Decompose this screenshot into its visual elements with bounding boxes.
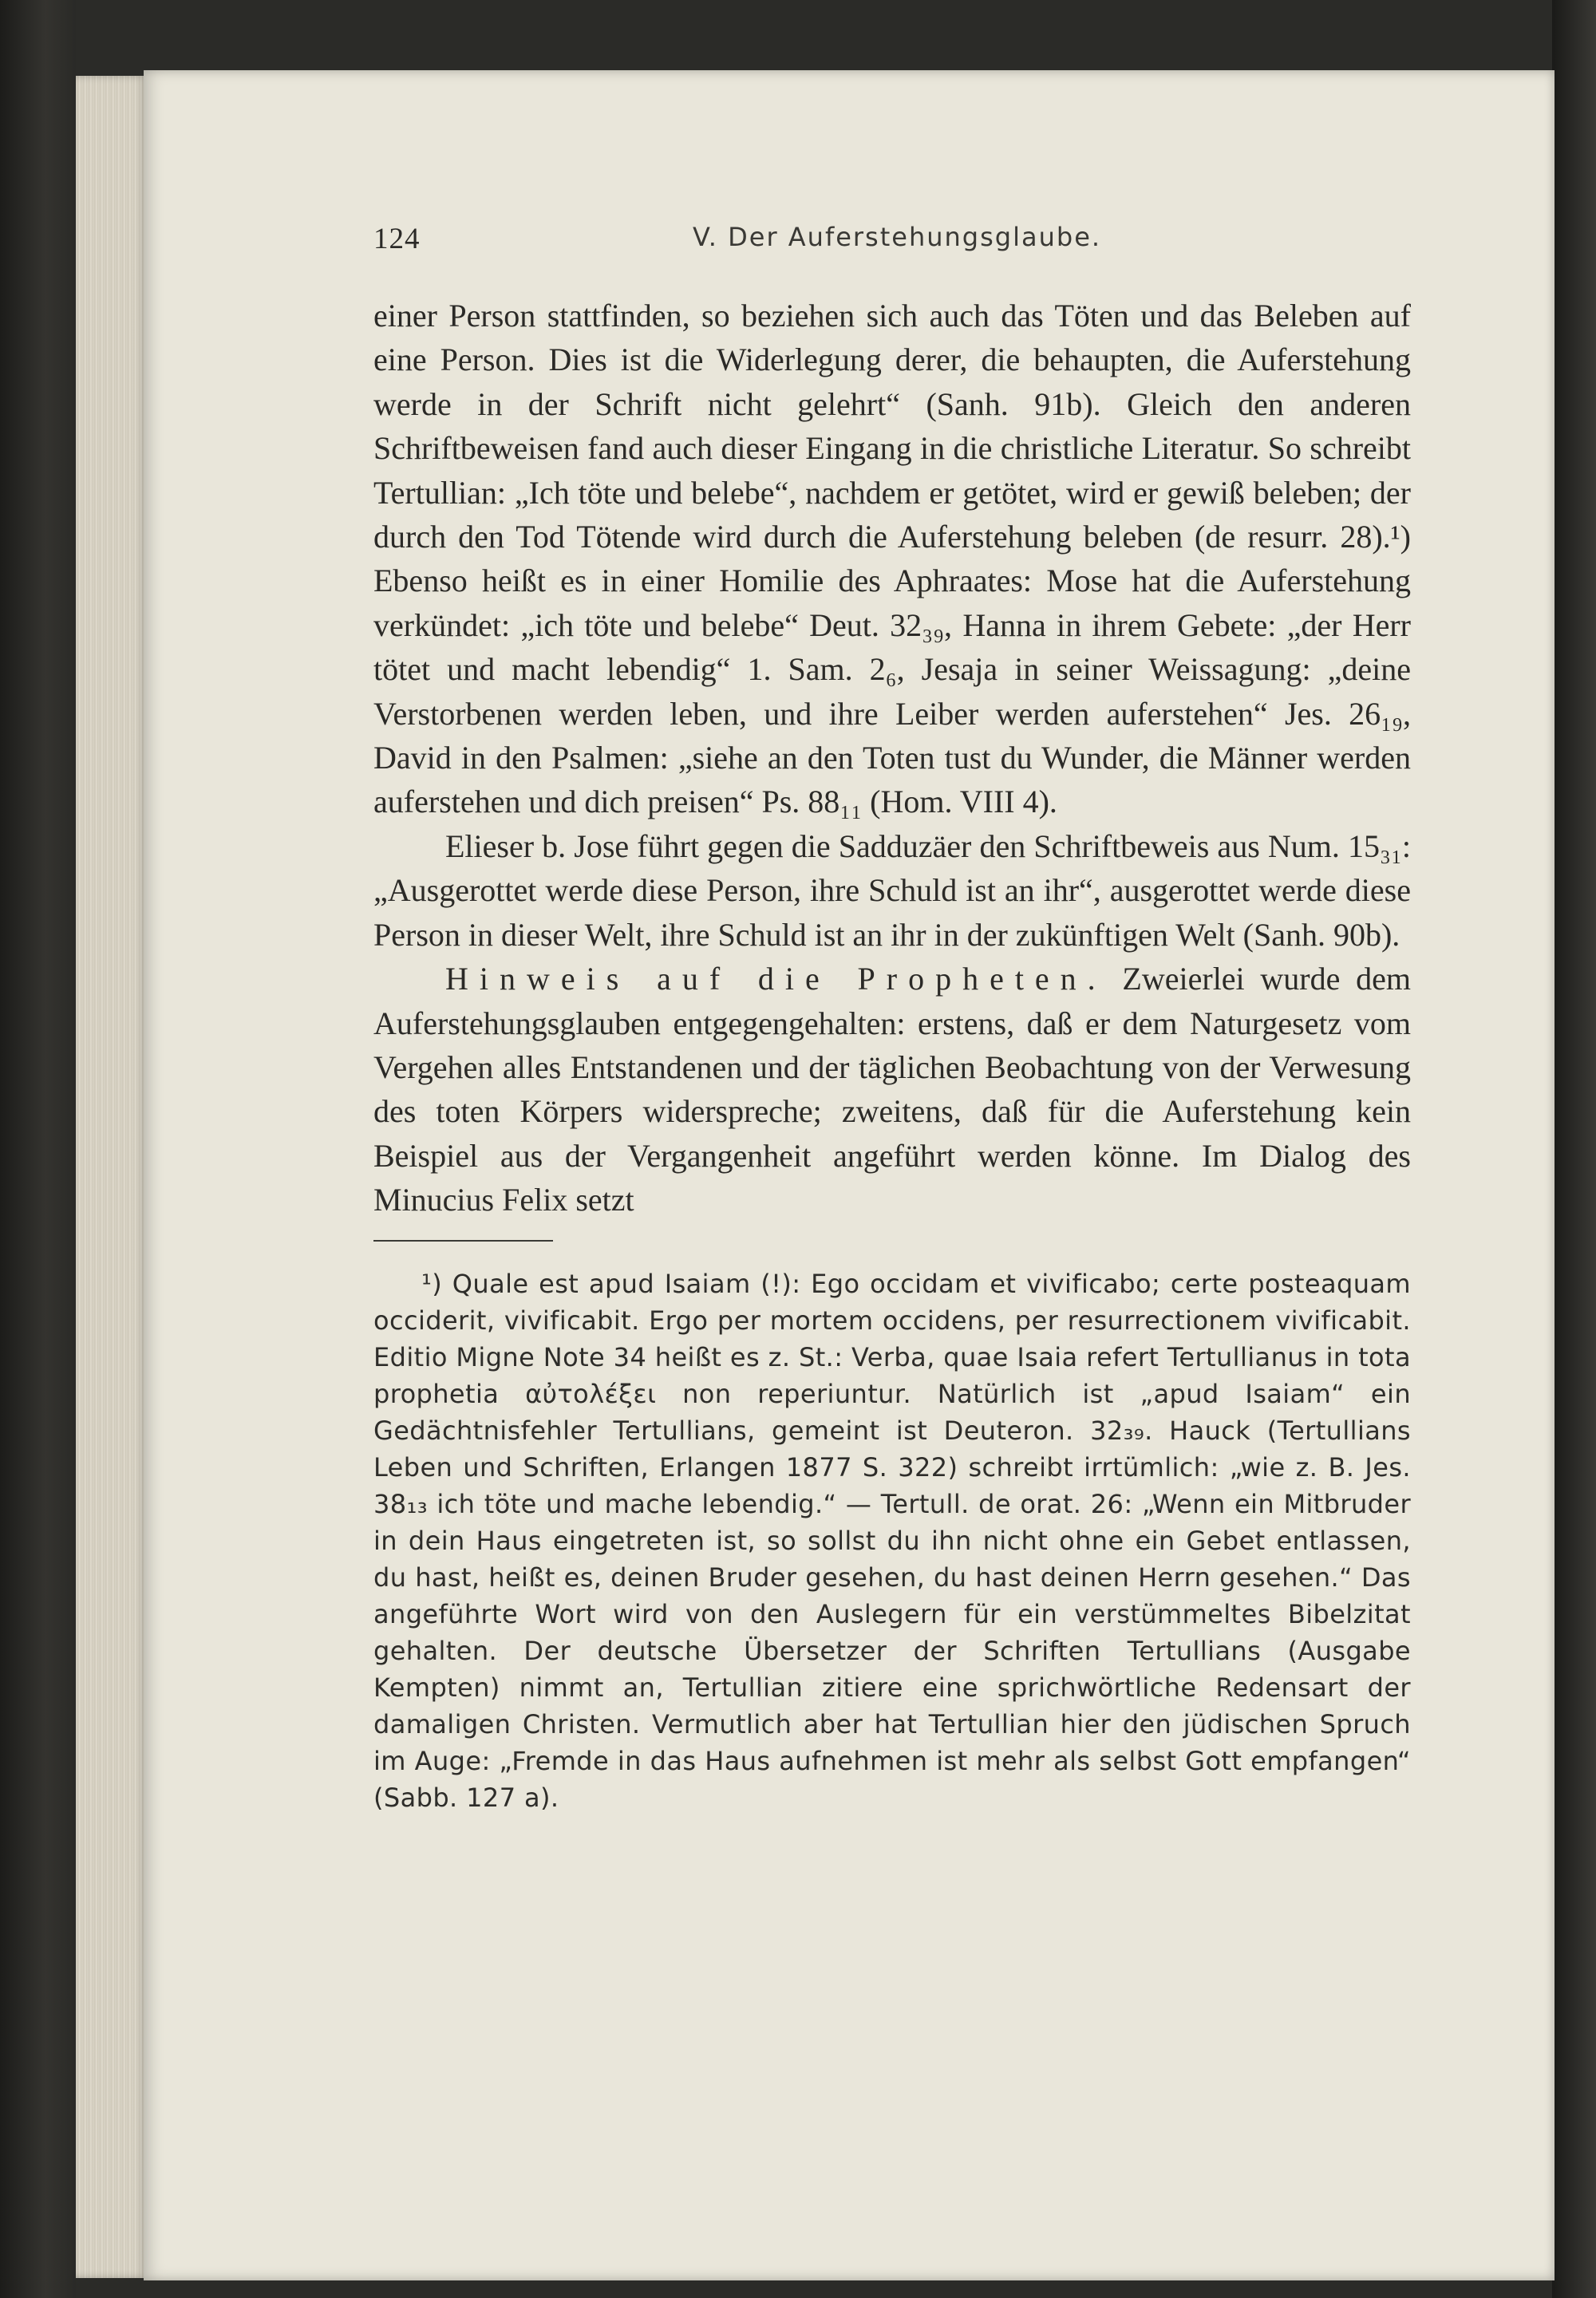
paragraph-1: einer Person stattfinden, so beziehen sich auch das Töten und das Beleben auf eine Person. Dies ist die Widerlegung derer, die behaupten, die Auferstehung werde in der Schrift nicht gelehrt“ (Sanh. 91b). Gleich den anderen Schriftbeweisen fand auch dieser Eingang in die christliche Literatur. So schreibt Tertullian: „Ich töte und belebe“, nachdem er getötet, wird er gewiß beleben; der durch den Tod Tötende wird durch die Auferstehung beleben (de resurr. 28).¹) Ebenso heißt es in einer Homilie des Aphraates: Mose hat die Auferstehung verkündet: „ich töte und belebe“ Deut. 32₃₉, Hanna in ihrem Gebete: „der Herr tötet und macht lebendig“ 1. Sam. 2₆, Jesaja in seiner Weissagung: „deine Verstorbenen werden leben, und ihre Leiber werden auferstehen“ Jes. 26₁₉, David in den Psalmen: „siehe an den Toten tust du Wunder, die Männer werden auferstehen und dich preisen“ Ps. 88₁₁ (Hom. VIII 4). — [373, 298, 1411, 820]
paragraph-3-text: Zweierlei wurde dem Auferstehungsglauben entgegengehalten: erstens, daß er dem Naturgesetz vom Vergehen alles Entstandenen und der täglichen Beobachtung von der Verwesung des toten Körpers widerspreche; zweitens, daß für die Auferstehung kein Beispiel aus der Vergangenheit angeführt werden könne. Im Dialog des Minucius Felix setzt — [373, 961, 1411, 1218]
section-heading-spaced: Hinweis auf die Propheten. — [445, 961, 1107, 997]
page-edges — [76, 76, 148, 2278]
book-cover-left — [0, 0, 76, 2298]
chapter-title: V. Der Auferstehungsglaube. — [693, 222, 1102, 252]
footnote-1: ¹) Quale est apud Isaiam (!): Ego occidam et vivificabo; certe posteaquam occiderit, vivificabit. Ergo per mortem occidens, per resurrectionem vivificabit. Editio Migne Note 34 heißt es z. St.: Verba, quae Isaia refert Tertullianus in tota prophetia αὐτολέξει non reperiuntur. Natürlich ist „apud Isaiam“ ein Gedächtnisfehler Tertullians, gemeint ist Deuteron. 32₃₉. Hauck (Tertullians Leben und Schriften, Erlangen 1877 S. 322) schreibt irrtümlich: „wie z. B. Jes. 38₁₃ ich töte und mache lebendig.“ — Tertull. de orat. 26: „Wenn ein Mitbruder in dein Haus eingetreten ist, so sollst du ihn nicht ohne ein Gebet entlassen, du hast, heißt es, deinen Bruder gesehen, du hast deinen Herrn gesehen.“ Das angeführte Wort wird von den Auslegern für ein verstümmeltes Bibelzitat gehalten. Der deutsche Übersetzer der Schriften Tertullians (Ausgabe Kempten) nimmt an, Tertullian zitiere eine sprichwörtliche Redensart der damaligen Christen. Vermutlich aber hat Tertullian hier den jüdischen Spruch im Auge: „Fremde in das Haus aufnehmen ist mehr als selbst Gott empfangen“ (Sabb. 127 a). — [373, 1268, 1411, 1813]
footnotes — [373, 1265, 1411, 1816]
paragraph-2: Elieser b. Jose führt gegen die Sadduzäer den Schriftbeweis aus Num. 15₃₁: „Ausgerottet werde diese Person, ihre Schuld ist an ihr“, ausgerottet werde diese Person in dieser Welt, ihre Schuld ist an ihr in der zukünftigen Welt (Sanh. 90b). — [373, 827, 1411, 953]
book-cover-right — [1552, 0, 1596, 2298]
page-content — [373, 222, 1411, 1816]
footnote-rule — [373, 1240, 553, 1242]
paragraph-3 — [373, 957, 1411, 1222]
page-number: 124 — [373, 223, 421, 255]
running-head — [373, 222, 1411, 278]
body-text — [373, 294, 1411, 1222]
book-page — [144, 70, 1555, 2280]
